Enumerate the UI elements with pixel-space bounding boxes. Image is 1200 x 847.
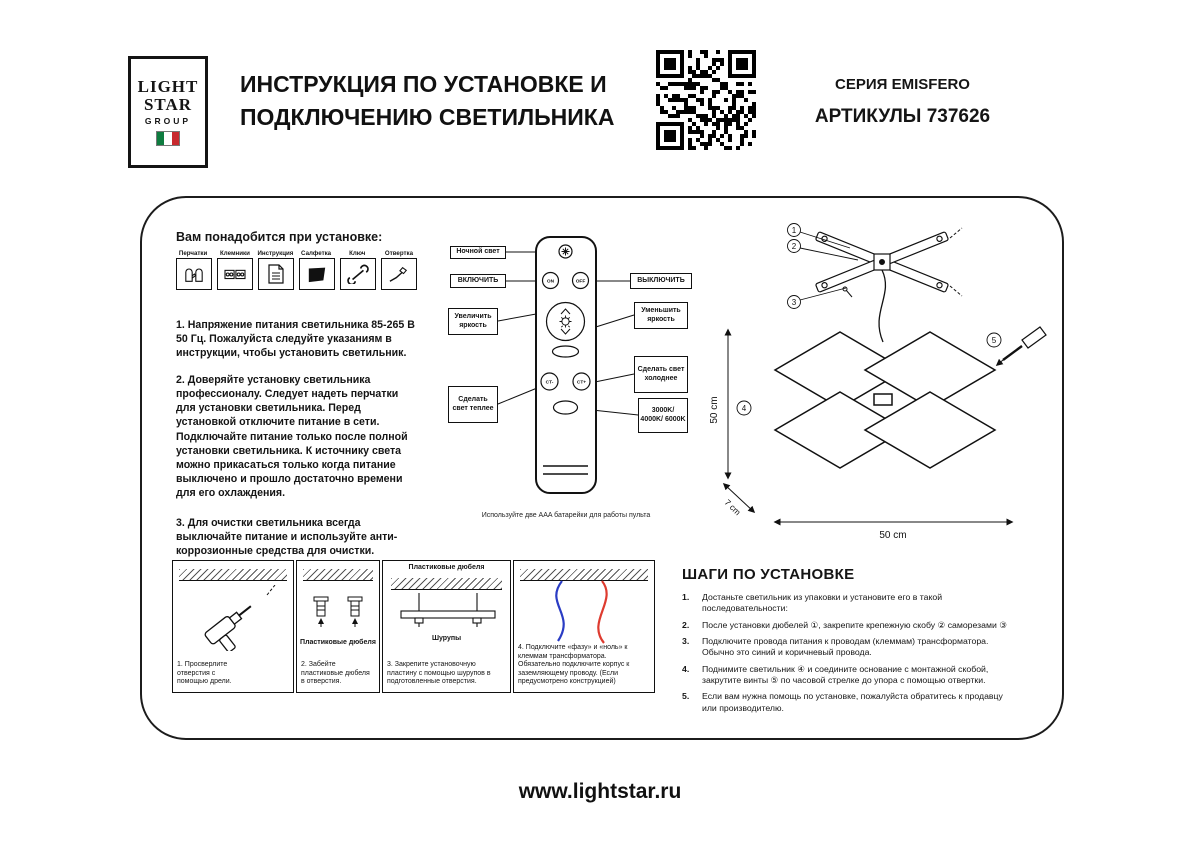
wrench-icon <box>345 264 371 284</box>
install-panel-3 <box>382 560 511 693</box>
install-panel-4 <box>513 560 655 693</box>
label-cold-light: Сделать свет холоднее <box>634 356 688 393</box>
installation-diagram <box>700 210 1050 550</box>
wires-drawing <box>514 579 656 645</box>
remote-control <box>535 236 597 494</box>
dim-width: 50 cm <box>879 530 907 541</box>
drill-icon <box>181 585 287 651</box>
dowels-label: Пластиковые дюбеля <box>300 639 376 646</box>
label-brightness-up: Увеличить яркость <box>448 308 498 335</box>
step-item: 5. Если вам нужна помощь по установке, пожалуйста обратитесь к продавцу или производителю. <box>682 691 1003 713</box>
tools-row <box>174 250 422 290</box>
step-item: 1. Достаньте светильник из упаковки и установите его в такой последовательности: <box>682 592 943 614</box>
italian-flag-icon <box>156 131 180 146</box>
step-item: 3. Подключите провода питания к проводам (клеммам) трансформатора. Обычно это синий и коричневый провода. <box>682 635 989 658</box>
blue-wire <box>556 581 563 641</box>
lamp-panels <box>775 332 995 468</box>
label-turn-on: ВКЛЮЧИТЬ <box>450 274 506 288</box>
mode-button <box>553 346 579 357</box>
power-cable <box>879 270 885 342</box>
brightness-dial <box>547 303 585 341</box>
tool-manual: Инструкция <box>256 250 295 290</box>
svg-text:ON: ON <box>546 279 555 285</box>
steps-list <box>682 592 1016 719</box>
screws-label: Шурупы <box>431 635 462 642</box>
dowels-drawing <box>297 583 381 635</box>
page-title: ИНСТРУКЦИЯ ПО УСТАНОВКЕ И ПОДКЛЮЧЕНИЮ СВЕТИЛЬНИКА <box>240 71 615 131</box>
warning-2: 2. Доверяйте установку светильника профессионалу. Следует надеть перчатки для установки светильника. Перед установкой отключите питание в сети. Подключайте питание только после полной установки светильника. К источнику света можно прикасаться только когда питание выключено и прошло достаточно времени для его охлаждения. <box>176 374 408 499</box>
svg-text:2: 2 <box>791 242 797 251</box>
panel-caption: 3. Закрепите установочную пластину с помощью шурупов в подготовленные отверстия. <box>387 661 491 686</box>
dim-depth: 7 cm <box>722 497 743 518</box>
svg-text:5: 5 <box>991 336 997 345</box>
qr-code-icon <box>656 50 756 150</box>
plate-screws-drawing <box>383 589 512 633</box>
logo-text: LIGHT <box>137 76 199 96</box>
svg-text:CT-: CT- <box>545 380 554 386</box>
label-night-light: Ночной свет <box>450 246 506 259</box>
label-kelvin-values: 3000K/ 4000K/ 6000K <box>638 398 688 433</box>
svg-text:OFF: OFF <box>575 279 586 285</box>
dowels-label: Пластиковые дюбеля <box>408 564 485 571</box>
tool-clamps: Клемники <box>215 250 254 290</box>
screwdriver-icon <box>386 264 412 284</box>
lightstar-logo: LIGHT STAR GROUP <box>128 56 208 168</box>
manual-icon <box>263 263 289 285</box>
panel-caption: 1. Просверлите отверстия с помощью дрели. <box>177 661 232 686</box>
clamps-icon <box>222 264 248 284</box>
tool-cloth: Салфетка <box>297 250 336 290</box>
remote-buttons <box>537 238 594 491</box>
safety-warnings <box>176 318 416 571</box>
svg-text:3: 3 <box>791 298 797 307</box>
svg-text:4: 4 <box>741 404 747 413</box>
panel-caption: 2. Забейте пластиковые дюбеля в отверстия. <box>301 661 370 686</box>
svg-text:1: 1 <box>791 226 797 235</box>
series-label: СЕРИЯ EMISFERO <box>835 76 970 93</box>
cloth-icon <box>304 264 330 284</box>
screwdriver-tool-icon <box>997 327 1046 365</box>
ceiling-hatch <box>179 569 287 581</box>
warning-3: 3. Для очистки светильника всегда выключайте питание и используйте анти-коррозионные средства для очистки. <box>176 516 398 558</box>
panel-caption: 4. Подключите «фазу» и «ноль» к клеммам трансформатора. Обязательно подключите корпус к заземляющему проводу. (Если предусмотрено конструкцией) <box>518 644 630 686</box>
tool-screwdriver: Отвертка <box>379 250 418 290</box>
label-turn-off: ВЫКЛЮЧИТЬ <box>630 273 692 289</box>
install-panel-1 <box>172 560 294 693</box>
step-item: 2. После установки дюбелей ①, закрепите крепежную скобу ② саморезами ③ <box>682 619 1007 630</box>
tool-wrench: Ключ <box>338 250 377 290</box>
kelvin-preset-button <box>554 401 578 414</box>
remote-battery-note: Используйте две AAA батарейки для работы пульта <box>481 512 651 519</box>
ceiling-hatch <box>303 569 373 581</box>
gloves-icon <box>181 264 207 284</box>
article-number: АРТИКУЛЫ 737626 <box>814 106 991 127</box>
website-url: www.lightstar.ru <box>518 780 682 803</box>
tools-heading: Вам понадобится при установке: <box>176 230 383 244</box>
dim-height: 50 cm <box>709 396 720 424</box>
install-panel-2 <box>296 560 380 693</box>
steps-heading: ШАГИ ПО УСТАНОВКЕ <box>682 566 855 583</box>
tool-gloves: Перчатки <box>174 250 213 290</box>
svg-text:CT+: CT+ <box>576 380 587 386</box>
mounting-bracket <box>815 228 962 297</box>
step-item: 4. Поднимите светильник ④ и соедините основание с монтажной скобой, закрутите винты ⑤ по часовой стрелке до упора с помощью отвертки. <box>682 663 989 685</box>
red-wire <box>598 581 606 643</box>
label-warm-light: Сделать свет теплее <box>448 386 498 423</box>
warning-1: 1. Напряжение питания светильника 85-265 В 50 Гц. Пожалуйста следуйте указаниям в инструкции, чтобы установить светильник. <box>176 319 415 360</box>
label-brightness-down: Уменьшить яркость <box>634 302 688 329</box>
